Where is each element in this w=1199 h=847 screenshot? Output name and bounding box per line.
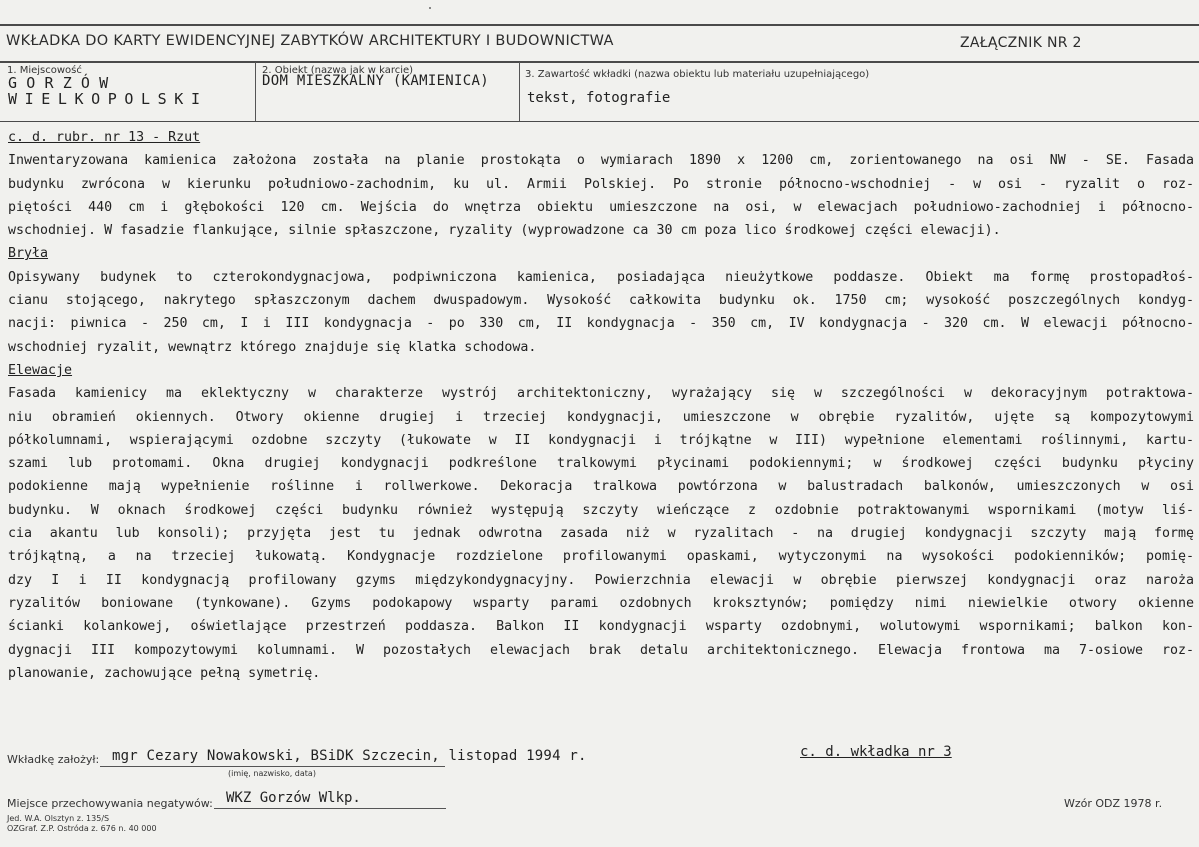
content-value: tekst, fotografie xyxy=(527,90,671,106)
text-line: podokienne mają wypełnienie roślinne i rollwerkowe. Dekoracja tralkowa powtórzona w balustradach balkonów, umieszczonych w osi xyxy=(8,479,1194,495)
negatives-value: WKZ Gorzów Wlkp. xyxy=(226,790,361,806)
text-line: wschodniej ryzalit, wewnątrz którego znajduje się klatka schodowa. xyxy=(8,339,537,355)
form-model: Wzór ODZ 1978 r. xyxy=(1064,797,1163,810)
negatives-rule xyxy=(214,808,446,809)
text-line: trójkątną, a na trzeciej łukowatą. Kondygnacje rozdzielone profilowanymi opaskami, wytyczonymi na wysokości podokienników; pomię- xyxy=(8,549,1194,565)
text-line: budynku. W oknach środkowej części budynku również występują szczyty wieńczące z ozdobnie potraktowanymi wspornikami (motyw liś- xyxy=(8,502,1194,518)
section-heading: Bryła xyxy=(8,246,49,262)
text-line: dygnacji III kompozytowymi kolumnami. W pozostałych elewacjach brak detalu architektonicznego. Elewacja frontowa ma 7-osiowe roz- xyxy=(8,642,1194,658)
text-line: Opisywany budynek to czterokondygnacjowa, podpiwniczona kamienica, posiadająca nieużytkowe poddasze. Obiekt ma formę prostopadłoś- xyxy=(8,269,1194,285)
printer-line-1: Jed. W.A. Olsztyn z. 135/S xyxy=(7,814,110,823)
section-heading: c. d. rubr. nr 13 - Rzut xyxy=(8,130,201,145)
text-line: cia akantu lub konsoli); przyjęta jest tu jednak odwrotna zasada niż w ryzalitach - na drugiej kondygnacji szczyty mają formę xyxy=(8,526,1194,542)
text-line: piętości 440 cm i głębokości 120 cm. Wejścia do wnętrza obiektu umieszczone na osi, w elewacjach południowo-zachodniej i północno- xyxy=(8,199,1194,215)
location-value-line-2: WIELKOPOLSKI xyxy=(8,90,208,108)
text-line: planowanie, zachowujące pełną symetrię. xyxy=(8,665,321,681)
text-line: budynku zwrócona w kierunku południowo-zachodnim, ku ul. Armii Polskiej. Po stronie północno-wschodniej - w osi - ryzalit o roz- xyxy=(8,176,1194,192)
text-line: Fasada kamienicy ma eklektyczny w charakterze wystrój architektoniczny, wyrażający się w szczególności w dekoracyjnym potraktowa- xyxy=(8,386,1194,402)
text-line: szami lub protomami. Okna drugiej kondygnacji podkreślone tralkowymi płycinami podokiennymi; w środkowej części budynku płyciny xyxy=(8,456,1194,472)
field-divider-1 xyxy=(255,62,256,122)
prepared-by-label: Wkładkę założył: xyxy=(7,753,100,766)
field-divider-2 xyxy=(519,62,520,122)
attachment-number: ZAŁĄCZNIK NR 2 xyxy=(960,35,1082,51)
object-value: DOM MIESZKALNY (KAMIENICA) xyxy=(262,73,489,89)
negatives-label: Miejsce przechowywania negatywów: xyxy=(7,797,213,810)
text-line: cianu stojącego, nakrytego spłaszczonym dachem dwuspadowym. Wysokość całkowita budynku ok. 1750 cm; wysokość poszczególnych kondyg- xyxy=(8,293,1194,309)
paper-speck xyxy=(429,7,431,9)
text-line: półkolumnami, wspierającymi ozdobne szczyty (łukowate w II kondygnacji i trójkątne w III) wypełnione elementami roślinnymi, kartu- xyxy=(8,432,1194,448)
header-rule xyxy=(0,61,1199,63)
section-heading: Elewacje xyxy=(8,362,73,378)
location-label: 1. Miejscowość xyxy=(7,65,82,76)
prepared-by-rule xyxy=(100,766,445,767)
text-line: Inwentaryzowana kamienica założona została na planie prostokąta o wymiarach 1890 x 1200 cm, zorientowanego na osi NW - SE. Fasada xyxy=(8,153,1194,169)
text-line: wschodniej. W fasadzie flankujące, silnie spłaszczone, ryzality (wyprowadzone ca 30 cm poza lico środkowej części elewacji). xyxy=(8,223,1001,239)
text-line: ryzalitów boniowane (tynkowane). Gzyms podokapowy wsparty parami ozdobnych kroksztynów; pomiędzy nimi niewielkie otwory okienne xyxy=(8,595,1194,611)
description-text xyxy=(8,126,1194,685)
printer-line-2: OZGraf. Z.P. Ostróda z. 676 n. 40 000 xyxy=(7,824,157,833)
text-line: niu obramień okiennych. Otwory okienne drugiej i trzeciej kondygnacji, umieszczone w obrębie ryzalitów, ujęte są kompozytowymi xyxy=(8,409,1194,425)
continuation-note: c. d. wkładka nr 3 xyxy=(800,744,952,760)
object-label: 2. Obiekt (nazwa jak w karcie) xyxy=(262,65,414,76)
text-line: nacji: piwnica - 250 cm, I i III kondygnacja - po 330 cm, II kondygnacja - 350 cm, IV kondygnacja - 320 cm. W elewacji północno- xyxy=(8,316,1194,332)
form-title: WKŁADKA DO KARTY EWIDENCYJNEJ ZABYTKÓW ARCHITEKTURY I BUDOWNICTWA xyxy=(6,33,614,49)
location-value-line-1: GORZÓW xyxy=(8,74,118,92)
text-line: dzy I i II kondygnacją profilowany gzyms międzykondygnacyjny. Powierzchnia elewacji w obrębie pierwszej kondygnacji oraz naroża xyxy=(8,572,1194,588)
top-rule xyxy=(0,24,1199,26)
content-label: 3. Zawartość wkładki (nazwa obiektu lub materiału uzupełniającego) xyxy=(525,69,870,80)
text-line: ścianki kolankowej, oświetlające przestrzeń poddasza. Balkon II kondygnacji wsparty ozdobnymi, wolutowymi wspornikami; balkon kon- xyxy=(8,619,1194,635)
fields-rule xyxy=(0,121,1199,122)
prepared-by-value: mgr Cezary Nowakowski, BSiDK Szczecin, listopad 1994 r. xyxy=(112,748,587,764)
prepared-by-caption: (imię, nazwisko, data) xyxy=(228,769,316,778)
